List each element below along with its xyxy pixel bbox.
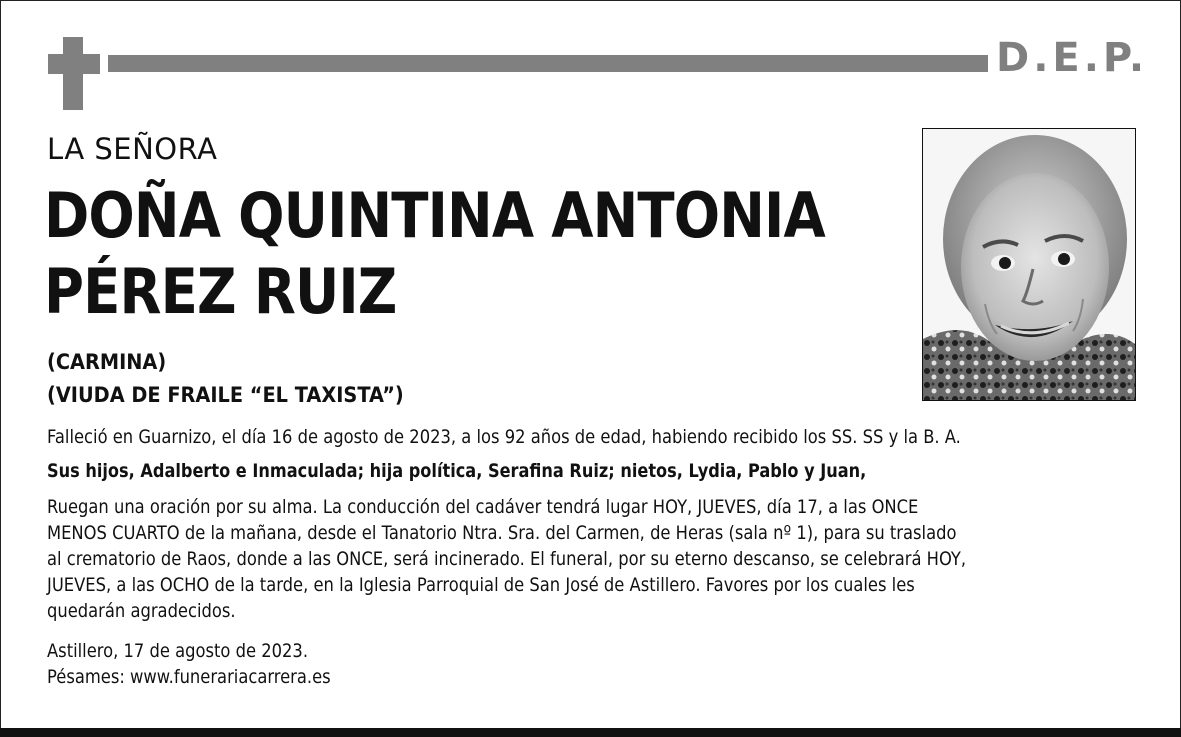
widow-of: (VIUDA DE FRAILE “EL TAXISTA”) [47,383,404,407]
place-date: Astillero, 17 de agosto de 2023. [47,640,309,662]
deceased-name [44,178,825,330]
nickname: (CARMINA) [47,350,167,374]
condolences-link: Pésames: www.funerariacarrera.es [47,666,331,688]
header-rule [108,55,988,72]
cross-horizontal-bar [48,54,100,74]
ceremony-line: JUEVES, a las OCHO de la tarde, en la Iglesia Parroquial de San José de Astillero. Favores por los cuales les [47,574,915,596]
death-info: Falleció en Guarnizo, el día 16 de agosto de 2023, a los 92 años de edad, habiendo recibido los SS. SS y la B. A. [47,426,961,448]
portrait-photo [922,128,1136,401]
ceremony-line: al crematorio de Raos, donde a las ONCE, será incinerado. El funeral, por su eterno descanso, se celebrará HOY, [47,548,967,570]
ceremony-line: MENOS CUARTO de la mañana, desde el Tanatorio Ntra. Sra. del Carmen, de Heras (sala nº 1), para su traslado [47,522,957,544]
family-list: Sus hijos, Adalberto e Inmaculada; hija política, Serafina Ruiz; nietos, Lydia, Pablo y Juan, [47,460,867,482]
ceremony-details [47,494,966,624]
ceremony-line: Ruegan una oración por su alma. La conducción del cadáver tendrá lugar HOY, JUEVES, día 17, a las ONCE [47,496,919,518]
name-line-1: DOÑA QUINTINA ANTONIA [44,179,825,252]
ceremony-line: quedarán agradecidos. [47,600,236,622]
honorific: LA SEÑORA [47,132,218,166]
portrait-image [923,129,1135,400]
name-line-2: PÉREZ RUIZ [44,255,397,328]
dep-label: D.E.P. [996,35,1149,81]
bottom-border-bar [0,728,1181,737]
